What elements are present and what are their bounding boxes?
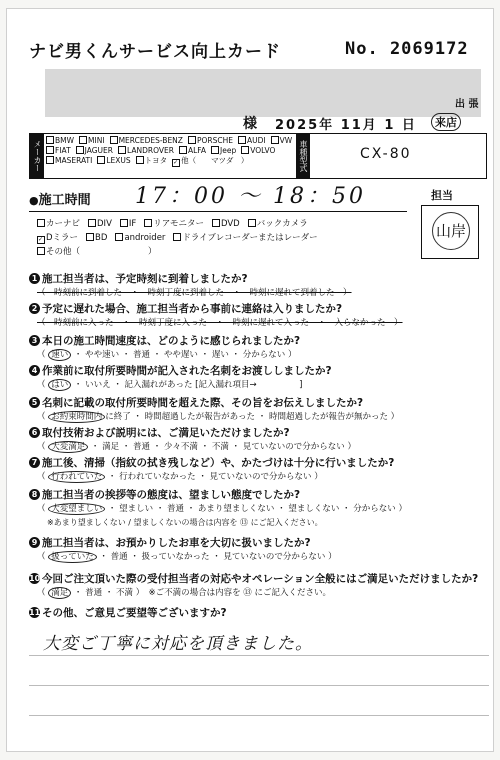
checkbox-icon	[179, 146, 187, 154]
selected-option: 満足	[48, 587, 71, 599]
checkbox-icon	[86, 233, 94, 241]
question-text: 施工担当者は、予定時刻に到着しましたか?	[42, 273, 248, 285]
selected-option: 大変満足	[48, 441, 88, 453]
maker-brand-label: LANDROVER	[127, 146, 174, 155]
equipment-label: DVD	[220, 219, 240, 229]
divider	[29, 211, 407, 212]
question-9	[29, 535, 311, 550]
equipment-label: ドライブレコーダーまたはレーダー	[182, 233, 318, 243]
maker-brand-label: Jeep	[220, 146, 237, 155]
question-number: 5	[29, 397, 40, 408]
question-text: 今回ご注文頂いた際の受付担当者の対応やオペレーション全般にはご満足いただけましたか?	[42, 573, 479, 585]
question-options: （ 時刻前に到着した ・ 時刻丁度に到着した ・ 時刻に遅れて到着した ）	[37, 288, 352, 298]
question-options: （ 大変満足 ・ 満足 ・ 普通 ・ 少々不満 ・ 不満 ・ 見ていないので分からない ）	[37, 442, 356, 452]
maker-brand-item	[79, 136, 105, 146]
equipment-item	[37, 231, 78, 245]
checkbox-icon	[241, 146, 249, 154]
checkbox-icon	[46, 146, 54, 154]
question-3	[29, 333, 300, 348]
maker-brand-item	[179, 146, 206, 156]
card-number: No. 2069172	[345, 39, 469, 59]
equipment-item	[144, 217, 204, 231]
maker-brand-label: VOLVO	[250, 146, 276, 155]
checkbox-icon	[115, 233, 123, 241]
question-1	[29, 271, 248, 286]
maker-brand-item	[238, 136, 266, 146]
question-text: 作業前に取付所要時間が記入された名刺をお渡ししましたか?	[42, 365, 332, 377]
equipment-item	[173, 231, 317, 245]
question-options: （ 満足 ・ 普通 ・ 不満 ） ※ご不満の場合は内容を ⑬ にご記入ください。	[37, 588, 332, 598]
maker-brand-item	[97, 156, 130, 166]
question-number: 2	[29, 303, 40, 314]
visit-date: 2025年 11月 1 日	[275, 118, 417, 133]
comment-line-1	[29, 655, 489, 656]
maker-brand-item	[118, 146, 174, 156]
question-text: 施工担当者は、お預かりしたお車を大切に扱いましたか?	[42, 537, 311, 549]
equipment-label: バックカメラ	[256, 219, 308, 229]
equipment-label: カーナビ	[46, 219, 81, 229]
question-options: （ 時刻前に入った ・ 時刻丁度に入った ・ 時刻に遅れて入った ・ 入らなかった ）	[37, 318, 403, 328]
checkbox-icon	[46, 136, 54, 144]
work-time-label: ●施工時間	[29, 193, 91, 208]
equipment-item	[37, 217, 80, 231]
maker-brand-item	[110, 136, 183, 146]
equipment-label: リアモニター	[153, 219, 204, 229]
checkbox-icon	[212, 219, 220, 227]
equipment-label: BD	[95, 233, 108, 243]
question-number: 10	[29, 574, 41, 583]
maker-brand-label: VW	[279, 136, 293, 145]
equipment-label: Dミラー	[46, 233, 79, 243]
maker-brand-item	[136, 156, 168, 166]
equipment-label: DIV	[97, 219, 112, 229]
visit-type-shucho: 出 張	[455, 99, 479, 110]
checkbox-icon	[76, 146, 84, 154]
car-model-label: 車種型式	[296, 134, 310, 178]
question-number: 8	[29, 489, 40, 500]
comment-line-2	[29, 685, 489, 686]
maker-label: メーカー	[30, 134, 44, 178]
question-options: （ 速い ・ やや速い ・ 普通 ・ やや遅い ・ 遅い ・ 分からない ）	[37, 350, 297, 360]
maker-brand-list	[46, 136, 298, 167]
question-number: 9	[29, 537, 40, 548]
car-model: CX-80	[360, 146, 412, 162]
maker-brand-label: AUDI	[246, 136, 266, 145]
selected-option: 行われていた	[48, 471, 105, 483]
selected-option: お約束時間内	[48, 411, 105, 423]
checkbox-icon	[120, 219, 128, 227]
equipment-label: その他（ ）	[46, 247, 157, 257]
question-text: 本日の施工時間速度は、どのように感じられましたか?	[42, 335, 301, 347]
staff-box	[421, 205, 479, 259]
question-2	[29, 301, 342, 316]
staff-label: 担当	[431, 189, 453, 202]
redacted-area	[45, 69, 481, 117]
maker-brand-label: LEXUS	[106, 156, 131, 165]
checkbox-icon: ✓	[38, 236, 44, 243]
maker-brand-label: MASERATI	[55, 156, 93, 165]
checkbox-icon	[173, 233, 181, 241]
checkbox-icon	[88, 219, 96, 227]
question-number: 7	[29, 457, 40, 468]
equipment-item	[248, 217, 308, 231]
question-number: 6	[29, 427, 40, 438]
equipment-list	[37, 217, 407, 259]
maker-brand-label: MINI	[88, 136, 105, 145]
question-text: 施工担当者の挨拶等の態度は、望ましい態度でしたか?	[42, 489, 301, 501]
survey-card	[6, 8, 494, 752]
maker-brand-label: BMW	[55, 136, 75, 145]
honorific: 様	[243, 116, 257, 132]
checkbox-icon: ✓	[173, 159, 179, 166]
equipment-item	[37, 245, 157, 259]
checkbox-icon	[144, 219, 152, 227]
work-time-value: 17：00 ～ 18：50	[135, 184, 366, 209]
maker-brand-item	[76, 146, 113, 156]
maker-brand-item	[271, 136, 293, 146]
checkbox-icon	[97, 156, 105, 164]
maker-brand-item	[241, 146, 275, 156]
staff-stamp: 山岸	[432, 212, 470, 250]
checkbox-icon	[211, 146, 219, 154]
checkbox-icon	[37, 247, 45, 255]
checkbox-icon	[37, 219, 45, 227]
question-number: 3	[29, 335, 40, 346]
comment-line-3	[29, 715, 489, 716]
question-11	[29, 605, 227, 620]
question-6	[29, 425, 290, 440]
question-text: その他、ご意見ご要望等ございますか?	[42, 607, 227, 619]
checkbox-icon	[248, 219, 256, 227]
maker-brand-label: MERCEDES-BENZ	[118, 136, 183, 145]
selected-option: はい	[48, 379, 71, 391]
maker-brand-item	[188, 136, 233, 146]
equipment-item	[86, 231, 107, 245]
selected-option: 大変望ましい	[48, 503, 105, 515]
maker-brand-label: ALFA	[187, 146, 207, 155]
question-options: （ はい ・ いいえ ・ 記入漏れがあった [記入漏れ項目→ ]	[37, 380, 303, 390]
question-text: 予定に遅れた場合、施工担当者から事前に連絡は入りましたか?	[42, 303, 343, 315]
question-options: （ 行われていた ・ 行われていなかった ・ 見ていないので分からない ）	[37, 472, 323, 482]
question-10	[29, 571, 478, 586]
equipment-item	[120, 217, 136, 231]
maker-brand-item	[46, 146, 71, 156]
checkbox-icon	[110, 136, 118, 144]
question-note: ※あまり望ましくない / 望ましくないの場合は内容を ⑬ にご記入ください。	[47, 518, 323, 527]
maker-brand-label: JAGUER	[84, 146, 113, 155]
maker-brand-label: PORSCHE	[196, 136, 233, 145]
handwritten-comment: 大変ご丁寧に対応を頂きました。	[43, 634, 313, 654]
maker-brand-label: FIAT	[55, 146, 71, 155]
selected-option: 速い	[48, 349, 71, 361]
equipment-item	[115, 231, 165, 245]
question-8	[29, 487, 300, 502]
question-5	[29, 395, 363, 410]
question-text: 取付技術および説明には、ご満足いただけましたか?	[42, 427, 290, 439]
equipment-label: androider	[124, 233, 166, 243]
maker-brand-label: トヨタ	[144, 156, 168, 165]
checkbox-icon	[238, 136, 246, 144]
checkbox-icon	[136, 156, 144, 164]
maker-section	[29, 133, 487, 179]
checkbox-icon	[46, 156, 54, 164]
maker-brand-item	[211, 146, 236, 156]
question-7	[29, 455, 394, 470]
equipment-label: IF	[128, 219, 137, 229]
equipment-item	[88, 217, 112, 231]
question-number: 1	[29, 273, 40, 284]
checkbox-icon	[79, 136, 87, 144]
maker-brand-label: 他（ マツダ ）	[181, 156, 249, 165]
visit-type-raiten: 来店	[431, 113, 461, 131]
question-options: （ 大変望ましい ・ 望ましい ・ 普通 ・ あまり望ましくない ・ 望ましくない ・ 分からない ）	[37, 504, 407, 514]
maker-brand-item	[46, 136, 74, 146]
maker-brand-item	[46, 156, 92, 166]
question-options: （ 扱っていた ・ 普通 ・ 扱っていなかった ・ 見ていないので分からない ）	[37, 552, 337, 562]
maker-brand-item	[172, 156, 248, 167]
question-options: （ お約束時間内 に終了 ・ 時間超過したが報告があった ・ 時間超過したが報告が無かった ）	[37, 412, 400, 422]
question-number: 11	[29, 608, 41, 617]
equipment-item	[212, 217, 240, 231]
card-title: ナビ男くんサービス向上カード	[29, 42, 281, 62]
question-text: 名刺に記載の取付所要時間を超えた際、その旨をお伝えしましたか?	[42, 397, 364, 409]
question-text: 施工後、清掃（指紋の拭き残しなど）や、かたづけは十分に行いましたか?	[42, 457, 395, 469]
checkbox-icon	[118, 146, 126, 154]
question-number: 4	[29, 365, 40, 376]
selected-option: 扱っていた	[48, 551, 97, 563]
checkbox-icon	[271, 136, 279, 144]
question-4	[29, 363, 332, 378]
checkbox-icon	[188, 136, 196, 144]
